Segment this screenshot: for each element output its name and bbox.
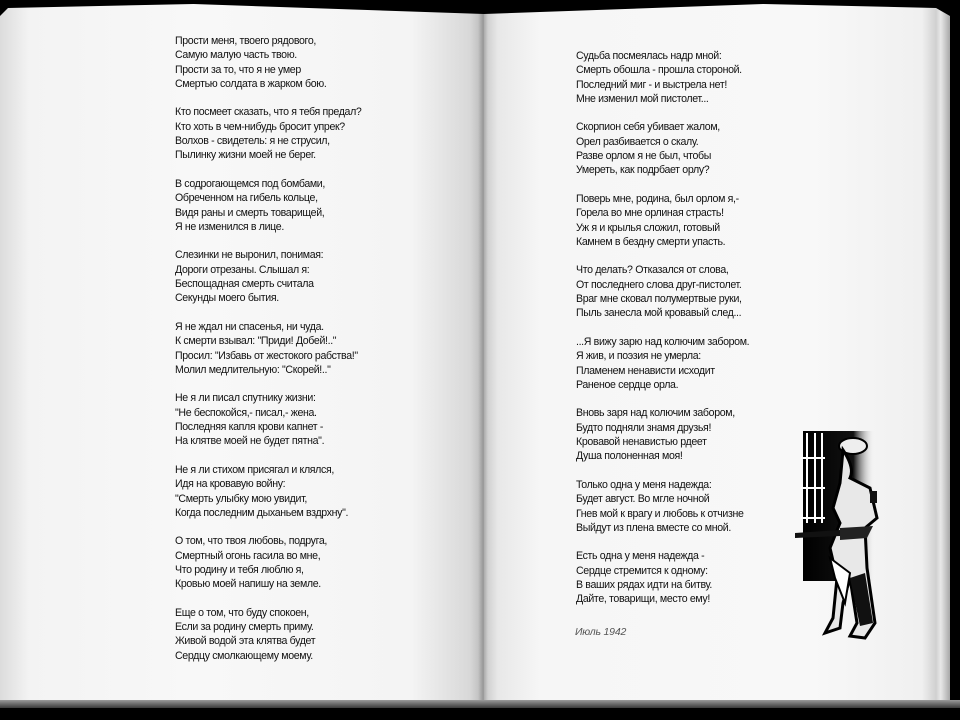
stanza bbox=[175, 105, 361, 162]
stanza bbox=[576, 120, 749, 177]
poem-line: Умереть, как подрбает орлу? bbox=[576, 164, 710, 177]
poem-line: Горела во мне орлиная страсть! bbox=[576, 207, 724, 220]
poem-line: Дайте, товарищи, место ему! bbox=[576, 593, 710, 606]
poem-line: Идя на кровавую войну: bbox=[175, 478, 286, 491]
poem-line: Последняя капля крови капнет - bbox=[175, 421, 324, 434]
poem-date: Июль 1942 bbox=[575, 626, 627, 638]
poem-line: Скорпион себя убивает жалом, bbox=[576, 121, 720, 134]
poem-line: Видя раны и смерть товарищей, bbox=[175, 206, 325, 219]
poem-line: Есть одна у меня надежда - bbox=[576, 550, 705, 563]
stanza bbox=[576, 335, 749, 392]
poem-line: Живой водой эта клятва будет bbox=[175, 635, 316, 648]
poem-line: О том, что твоя любовь, подруга, bbox=[175, 535, 328, 548]
poem-line: Не я ли стихом присягал и клялся, bbox=[175, 463, 334, 476]
poem-line: Выйдут из плена вместе со мной. bbox=[576, 521, 731, 534]
poem-line: Кровавой ненавистью рдеет bbox=[576, 436, 707, 449]
poem-line: Поверь мне, родина, был орлом я,- bbox=[576, 192, 739, 205]
poem-line: Молил медлительную: "Скорей!.." bbox=[175, 363, 331, 376]
poem-line: Смертью солдата в жарком бою. bbox=[175, 77, 327, 90]
poem-line: Пламенем ненависти исходит bbox=[576, 364, 715, 377]
book-bottom-edge bbox=[0, 700, 960, 708]
stanza bbox=[175, 34, 361, 91]
poem-line: Будет август. Во мгле ночной bbox=[576, 493, 710, 506]
poem-line: Камнем в бездну смерти упасть. bbox=[576, 235, 726, 248]
poem-line: Сердцу смолкающему моему. bbox=[175, 649, 313, 662]
stanza bbox=[175, 534, 361, 591]
poem-line: Пылинку жизни моей не берег. bbox=[175, 149, 316, 162]
poem-line: Прости за то, что я не умер bbox=[175, 63, 301, 76]
poem-line: Я не изменился в лице. bbox=[175, 220, 284, 233]
poem-line: Обреченном на гибель кольце, bbox=[175, 192, 318, 205]
poem-line: К смерти взывал: "Приди! Добей!.." bbox=[175, 335, 337, 348]
poem-line: Раненое сердце орла. bbox=[576, 378, 679, 391]
poem-line: Когда последним дыханьем вздрхну". bbox=[175, 506, 349, 519]
poem-line: "Смерть улыбку мою увидит, bbox=[175, 492, 308, 505]
stanza bbox=[175, 177, 361, 234]
stanza bbox=[576, 49, 749, 106]
poem-line: Сердце стремится к одному: bbox=[576, 564, 708, 577]
stanza bbox=[576, 263, 749, 320]
poem-line: Не я ли писал спутнику жизни: bbox=[175, 392, 316, 405]
poem-line: Пыль занесла мой кровавый след... bbox=[576, 307, 742, 320]
poem-line: Смертный огонь гасила во мне, bbox=[175, 549, 321, 562]
stanza bbox=[576, 192, 749, 249]
poem-line: В ваших рядах идти на битву. bbox=[576, 578, 712, 591]
poem-line: Слезинки не выронил, понимая: bbox=[175, 249, 324, 262]
poem-line: Кто хоть в чем-нибудь бросит упрек? bbox=[175, 120, 345, 133]
poem-line: Секунды моего бытия. bbox=[175, 292, 279, 305]
poem-line: Кто посмеет сказать, что я тебя предал? bbox=[175, 106, 362, 119]
poem-line: Что родину и тебя люблю я, bbox=[175, 563, 304, 576]
poem-line: Беспощадная смерть считала bbox=[175, 278, 314, 291]
poem-line: Уж я и крылья сложил, готовый bbox=[576, 221, 720, 234]
poem-line: Разве орлом я не был, чтобы bbox=[576, 150, 712, 163]
poem-left-column bbox=[175, 34, 361, 677]
poem-line: Только одна у меня надежда: bbox=[576, 478, 712, 491]
poem-line: Судьба посмеялась надр мной: bbox=[576, 50, 722, 62]
poem-line: Я жив, и поэзия не умерла: bbox=[576, 350, 701, 363]
poem-line: Враг мне сковал полумертвые руки, bbox=[576, 293, 742, 306]
poem-line: Просил: "Избавь от жестокого рабства!" bbox=[175, 349, 358, 362]
stanza bbox=[175, 606, 361, 663]
poem-line: Дороги отрезаны. Слышал я: bbox=[175, 263, 310, 276]
poem-line: Если за родину смерть приму. bbox=[175, 621, 314, 634]
stanza bbox=[576, 478, 749, 535]
stanza bbox=[175, 463, 361, 520]
soldier-illustration-icon bbox=[795, 428, 890, 643]
poem-line: Кровью моей напишу на земле. bbox=[175, 578, 321, 591]
poem-line: "Не беспокойся,- писал,- жена. bbox=[175, 406, 317, 419]
poem-line: Еще о том, что буду спокоен, bbox=[175, 606, 309, 619]
poem-line: Я не ждал ни спасенья, ни чуда. bbox=[175, 320, 324, 333]
poem-line: Последний миг - и выстрела нет! bbox=[576, 78, 727, 91]
poem-line: Душа полоненная моя! bbox=[576, 450, 683, 463]
poem-line: Что делать? Отказался от слова, bbox=[576, 264, 729, 277]
stanza bbox=[576, 549, 749, 606]
stanza bbox=[175, 248, 361, 305]
book-spine bbox=[478, 8, 488, 708]
poem-line: От последнего слова друг-пистолет. bbox=[576, 278, 742, 291]
poem-line: Прости меня, твоего рядового, bbox=[175, 35, 316, 47]
poem-line: Орел разбивается о скалу. bbox=[576, 135, 699, 148]
poem-line: Мне изменил мой пистолет... bbox=[576, 92, 709, 105]
poem-line: Гнев мой к врагу и любовь к отчизне bbox=[576, 507, 744, 520]
poem-line: Волхов - свидетель: я не струсил, bbox=[175, 135, 330, 148]
stanza bbox=[175, 391, 361, 448]
poem-line: Самую малую часть твою. bbox=[175, 49, 297, 62]
stanza bbox=[175, 320, 361, 377]
poem-line: В содрогающемся под бомбами, bbox=[175, 177, 325, 190]
poem-line: Смерть обошла - прошла стороной. bbox=[576, 64, 742, 77]
poem-line: Вновь заря над колючим забором, bbox=[576, 407, 735, 420]
poem-line: На клятве моей не будет пятна". bbox=[175, 435, 325, 448]
poem-right-column bbox=[576, 49, 749, 621]
poem-line: ...Я вижу зарю над колючим забором. bbox=[576, 335, 750, 348]
poem-line: Будто подняли знамя друзья! bbox=[576, 421, 712, 434]
stanza bbox=[576, 406, 749, 463]
